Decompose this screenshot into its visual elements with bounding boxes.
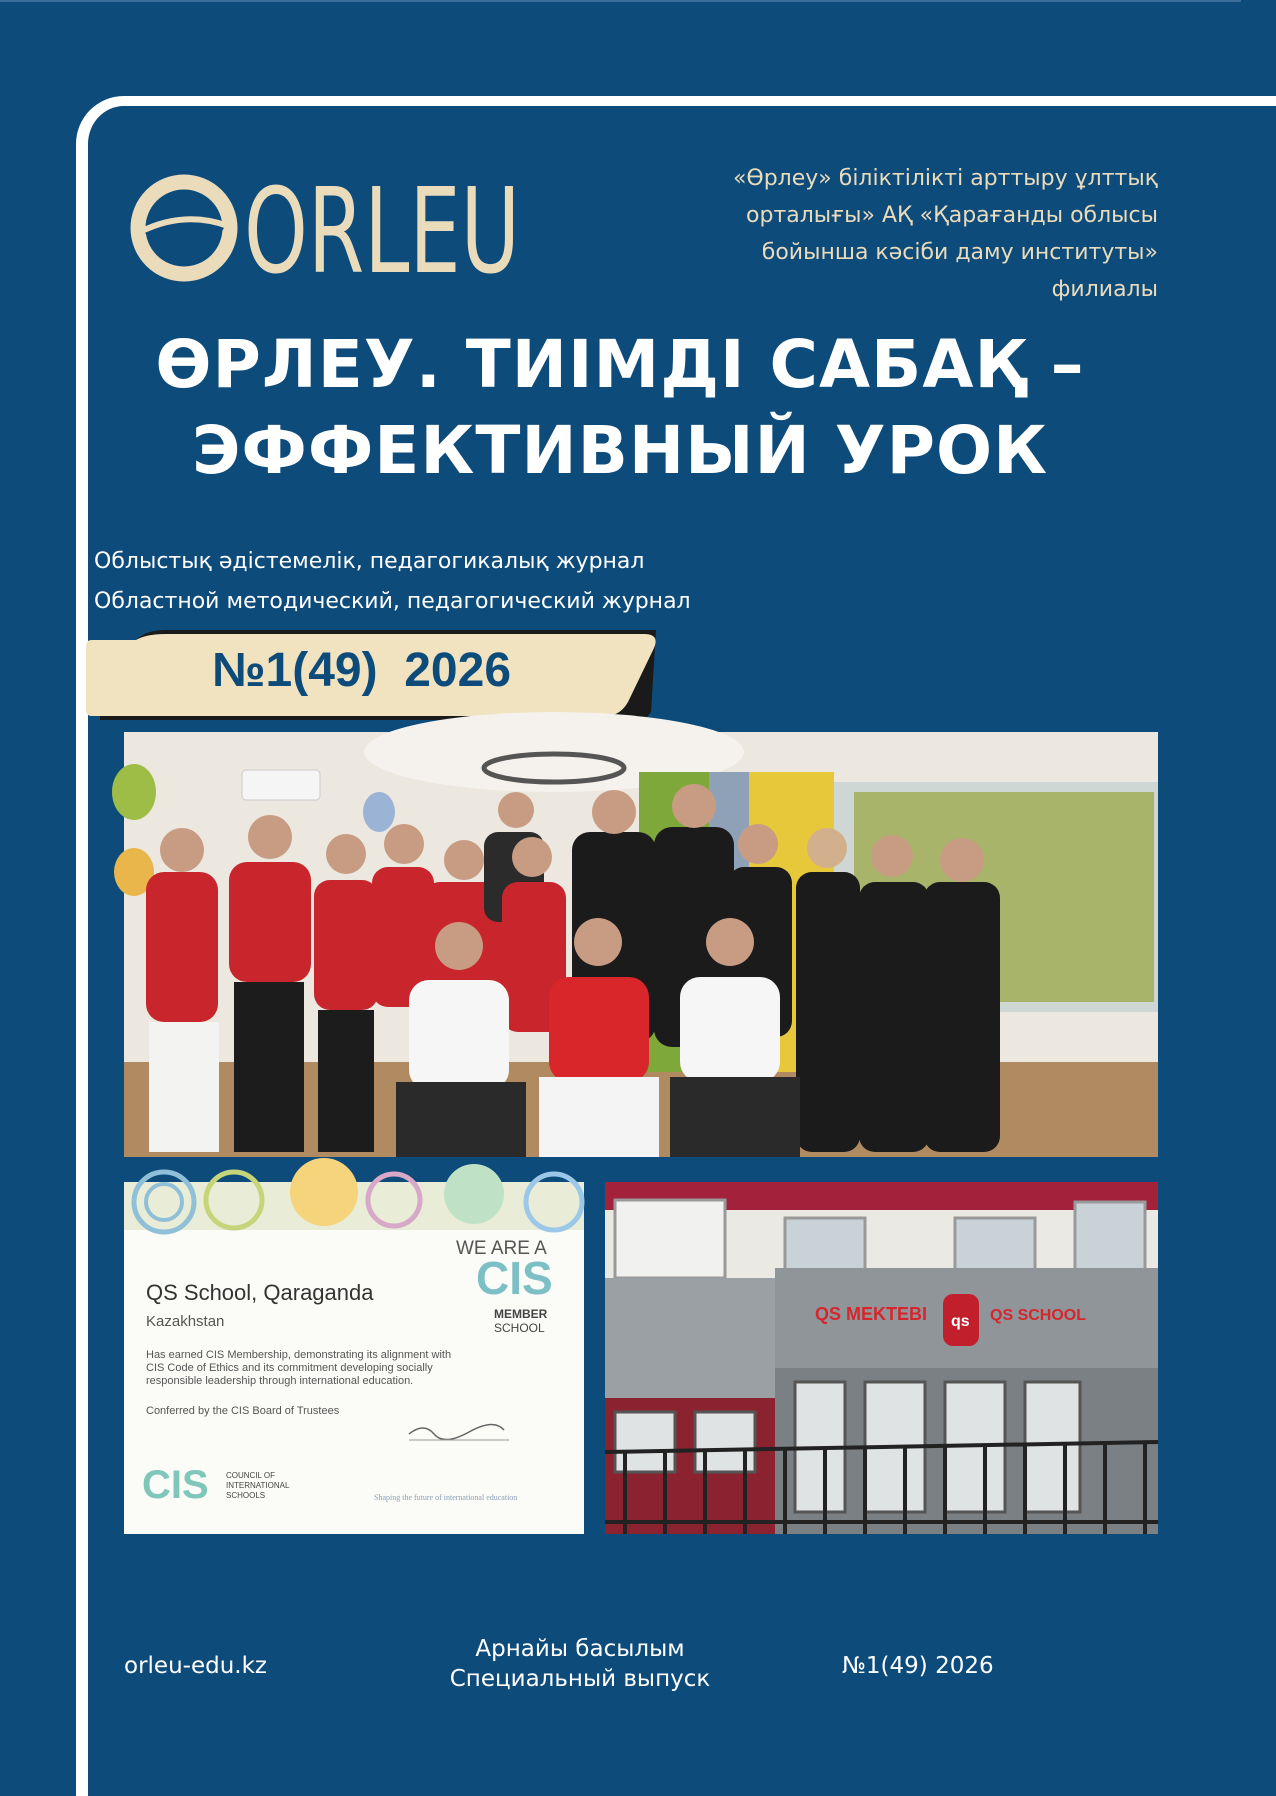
website-link[interactable]: orleu-edu.kz [124,1653,267,1679]
group-photo [124,732,1158,1157]
cert-we-are-a: WE ARE A [456,1238,547,1259]
organization-name [718,160,1158,308]
cert-cis-large: CIS [476,1252,553,1304]
journal-title [100,322,1140,494]
logo-text: ORLEU [244,162,520,300]
title-line-2: ЭФФЕКТИВНЫЙ УРОК [191,412,1049,489]
org-line-1: «Өрлеу» біліктілікті арттыру ұлттық [732,166,1158,191]
org-line-2: орталығы» АҚ «Қарағанды облысы [746,203,1158,228]
top-edge [0,0,1241,2]
group-photo-image [124,732,1158,1157]
cis-certificate-photo [124,1182,584,1534]
cert-school-name: QS School, Qaraganda [146,1280,374,1305]
cert-cis-logo: CIS [142,1463,209,1507]
cert-council-1: COUNCIL OF [226,1471,276,1480]
sign-emblem: qs [951,1313,970,1330]
special-issue-ru: Специальный выпуск [449,1666,711,1692]
special-issue-kk: Арнайы басылым [475,1636,685,1662]
sign-qs-school: QS SCHOOL [990,1307,1087,1324]
cert-text-1: Has earned CIS Membership, demonstrating its alignment with [146,1349,452,1361]
cert-school: SCHOOL [494,1321,545,1335]
cert-country: Kazakhstan [146,1313,225,1330]
cert-text-2: CIS Code of Ethics and its commitment developing socially [146,1362,433,1374]
journal-subtitle [94,542,691,622]
school-building-photo [605,1182,1158,1534]
school-building-image [605,1182,1158,1534]
subtitle-kk: Облыстық әдістемелік, педагогикалық журнал [94,549,645,574]
title-line-1: ӨРЛЕУ. ТИІМДІ САБАҚ – [155,326,1085,403]
cert-shaping: Shaping the future of international education [374,1493,518,1502]
cert-council-3: SCHOOLS [226,1491,266,1500]
issue-number: №1(49) 2026 [212,644,512,697]
orleu-logo [128,162,528,300]
special-issue-label [430,1634,730,1694]
org-line-4: филиалы [1051,277,1158,302]
cert-text-3: responsible leadership through international education. [146,1375,414,1387]
cert-council-2: INTERNATIONAL [226,1481,290,1490]
org-line-3: бойынша кәсіби даму институты» [761,240,1158,265]
cert-member: MEMBER [494,1307,548,1321]
footer-issue-number: №1(49) 2026 [842,1653,994,1679]
subtitle-ru: Областной методический, педагогический журнал [94,589,691,614]
sign-qs-mektebi: QS MEKTEBI [815,1304,928,1324]
cert-conferred: Conferred by the CIS Board of Trustees [146,1405,340,1417]
cis-certificate-image [124,1182,584,1534]
